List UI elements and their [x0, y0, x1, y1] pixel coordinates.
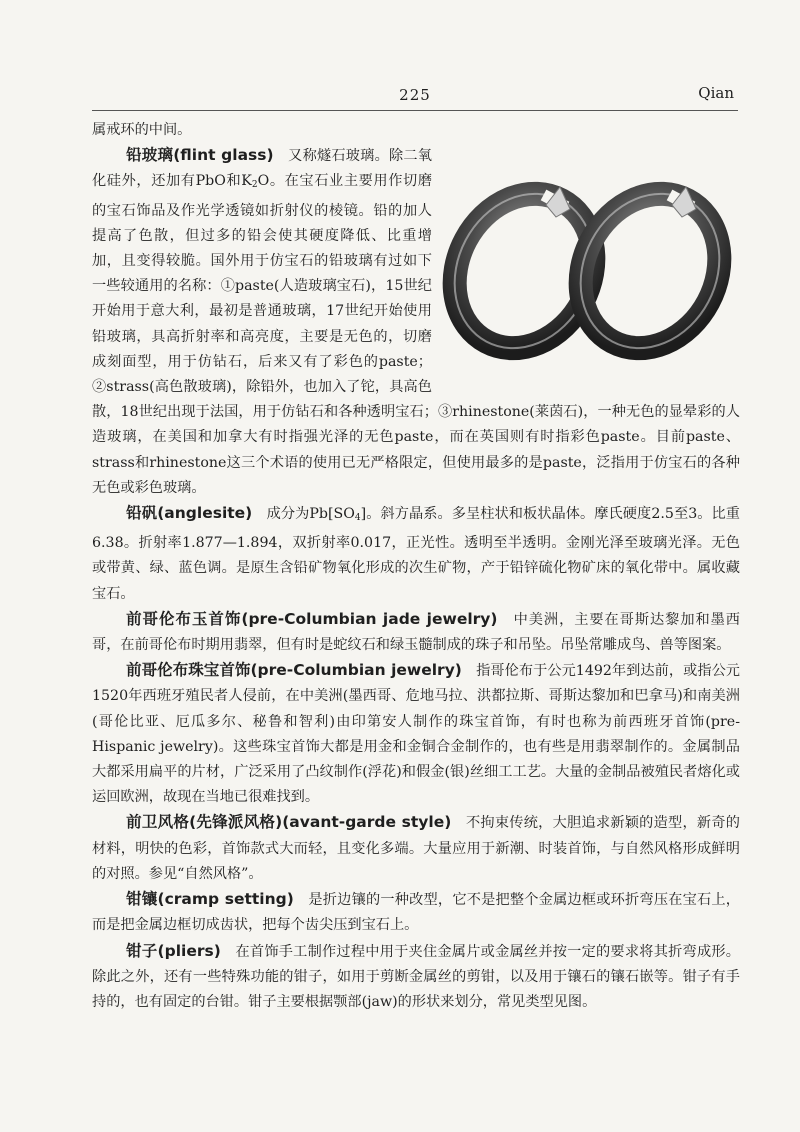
- subscript-4: 4: [354, 513, 361, 524]
- right-ring-icon: [554, 170, 740, 373]
- entry-anglesite: [92, 501, 740, 607]
- term-pre-columbian-jewelry: 前哥伦布珠宝首饰(pre-Columbian jewelry): [126, 661, 462, 680]
- subscript-2: 2: [251, 180, 258, 191]
- running-head: Qian: [698, 84, 734, 102]
- rings-image-icon: [442, 145, 740, 375]
- text-avant-garde: 不拘束传统，大胆追求新颖的造型，新奇的材料，明快的色彩，首饰款式大而轻，且变化多端。大量应用于新潮、时装首饰，与自然风格形成鲜明的对照。参见“自然风格”。: [92, 815, 740, 882]
- term-anglesite: 铅矾(anglesite): [126, 504, 253, 523]
- entry-pliers: [92, 939, 740, 1016]
- entry-flint-glass: [92, 143, 740, 501]
- text-cramp-setting: 是折边镶的一种改型，它不是把整个金属边框或环折弯压在宝石上，而是把金属边框切成齿状，把每个齿尖压到宝石上。: [92, 892, 740, 934]
- text-anglesite-a: 成分为Pb[SO: [252, 506, 355, 523]
- text-anglesite-b: ]。斜方晶系。多呈柱状和板状晶体。摩氏硬度2.5至3。比重6.38。折射率1.877—1.894，双折射率0.017，正光性。透明至半透明。金刚光泽至玻璃光泽。无色或带黄、绿、蓝色调。是原生含铅矿物氧化形成的次生矿物，产于铅锌硫化物矿床的氧化带中。属收藏宝石。: [92, 506, 740, 602]
- term-avant-garde: 前卫风格(先锋派风格)(avant-garde style): [126, 813, 452, 832]
- text-pliers: 在首饰手工制作过程中用于夹住金属片或金属丝并按一定的要求将其折弯成形。除此之外，还有一些特殊功能的钳子，如用于剪断金属丝的剪钳，以及用于镶石的镶石嵌等。钳子有手持的，也有固定的台钳。钳子主要根据颚部(jaw)的形状来划分，常见类型见图。: [92, 943, 740, 1010]
- page-content: [92, 118, 740, 1015]
- rings-photo: [442, 145, 740, 375]
- entry-cramp-setting: [92, 887, 740, 938]
- entry-avant-garde: [92, 810, 740, 887]
- term-pliers: 钳子(pliers): [126, 941, 221, 960]
- entry-pre-columbian-jewelry: [92, 658, 740, 810]
- text-pre-columbian-jade: 中美洲，主要在哥斯达黎加和墨西哥，在前哥伦布时期用翡翠，但有时是蛇纹石和绿玉髓制成的珠子和吊坠。吊坠常雕成鸟、兽等图案。: [92, 611, 740, 654]
- text-pre-columbian-jewelry: 指哥伦布于公元1492年到达前，或指公元1520年西班牙殖民者人侵前，在中美洲(墨西哥、危地马拉、洪都拉斯、哥斯达黎加和巴拿马)和南美洲(哥伦比亚、厄瓜多尔、秘鲁和智利)由印第安人制作的珠宝首饰，有时也称为前西班牙首饰(pre-Hispanic jewelry)。这些珠宝首饰大都是用金和金铜合金制作的，也有些是用翡翠制作的。金属制品大都采用扁平的片材，广泛采用了凸纹制作(浮花)和假金(银)丝细工工艺。大量的金制品被殖民者熔化或运回欧洲，故现在当地已很难找到。: [92, 663, 740, 806]
- text-flint-glass-b: O。在宝石业主要用作切磨的宝石饰品及作光学透镜如折射仪的棱镜。铅的加人提高了色散，但过多的铅会使其硬度降低、比重增加，且变得较脆。国外用于仿宝石的铅玻璃有过如下一些较通用的名称：①paste(人造玻璃宝石)，15世纪开始用于意大利，最初是普通玻璃，17世纪开始使用铅玻璃，具高折射率和高亮度，主要是无色的，切磨成刻面型，用于仿钻石，后来又有了彩色的paste；②strass(高色散玻璃)，除铅外，也加入了铊，具高色散，18世纪出现于法国，用于仿钻石和各种透明宝石；③rhinestone(莱茵石)，一种无色的显晕彩的人造玻璃，在美国和加拿大有时指强光泽的无色paste，而在英国则有时指彩色paste。目前paste、strass和rhinestone这三个术语的使用已无严格限定，但使用最多的是paste，泛指用于仿宝石的各种无色或彩色玻璃。: [92, 173, 740, 496]
- intro-line: 属戒环的中间。: [92, 122, 192, 138]
- text-flint-glass-a: 又称燧石玻璃。除二氧化硅外，还加有PbO和K: [92, 148, 432, 190]
- term-pre-columbian-jade: 前哥伦布玉首饰(pre-Columbian jade jewelry): [126, 609, 498, 628]
- entry-pre-columbian-jade: [92, 607, 740, 658]
- term-flint-glass: 铅玻璃(flint glass): [126, 146, 274, 165]
- page-header: [92, 84, 738, 111]
- term-cramp-setting: 钳镶(cramp setting): [126, 890, 294, 909]
- page-number: 225: [399, 86, 431, 104]
